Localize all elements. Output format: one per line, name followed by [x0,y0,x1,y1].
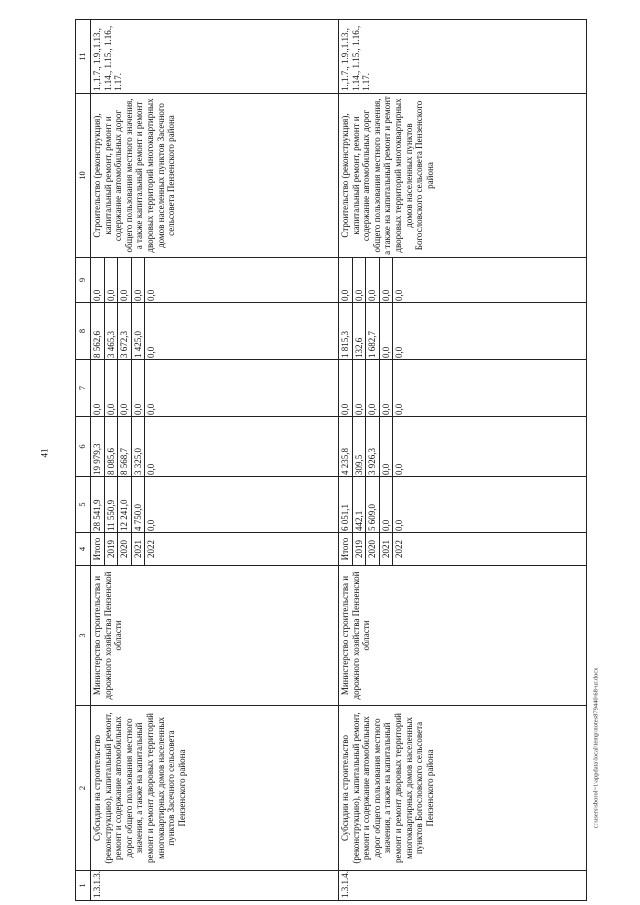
amount-value: 3 926,3 [365,417,379,476]
amount-cell-col7 [91,360,339,417]
amount-value: 4 750,0 [131,477,145,532]
amount-cell-col6 [91,417,339,477]
amount-value: 1 425,0 [131,303,145,359]
header-cell: 1 [76,871,91,901]
amount-value: 0,0 [131,258,145,302]
amount-cell-col9 [91,258,339,303]
indicator-links: 1.,1.7., 1.9.,1.13., 1.14., 1.15., 1.16., 1.17. [339,20,587,94]
year-value: Итого [340,537,350,561]
year-value: 2020 [365,533,379,565]
file-path-footer: c:\users\sborol~1\appdata\local\temp\notes879440\68-ur.docx [592,667,600,829]
amount-value: 0,0 [392,258,406,302]
amount-value: 6 051,1 [340,504,350,531]
amount-value: 1 815,3 [340,331,350,358]
amount-value: 309,5 [352,417,366,476]
years-cell [91,533,339,566]
table-row [91,20,339,901]
indicator-text: Строительство (реконструкция), капитальный ремонт, ремонт и содержание автомобильных дорог общего пользования местного значения, а также на капитальный ремонт и ремонт дворовых территорий многоквартирных домов населенных пунктов Богословского сельсовета Пензенского района [339,94,587,258]
amount-cell-col8 [91,303,339,360]
year-value: Итого [92,537,102,561]
rotated-table-container [75,20,590,901]
amount-cell-col6 [339,417,587,477]
header-cell: 9 [76,258,91,303]
amount-value: 0,0 [104,258,118,302]
executor: Министерство строительства и дорожного хозяйства Пензенской области [91,566,339,706]
amount-cell-col8 [339,303,587,360]
amount-value: 0,0 [144,303,158,359]
header-cell: 10 [76,94,91,258]
amount-value: 0,0 [392,477,406,532]
row-number: 1.3.1.3. [91,871,339,901]
header-cell: 7 [76,360,91,417]
amount-value: 442,1 [352,477,366,532]
amount-value: 8 568,7 [117,417,131,476]
amount-value: 0,0 [92,403,102,415]
amount-value: 0,0 [104,360,118,416]
program-table [75,19,587,901]
row-number: 1.3.1.4. [339,871,587,901]
amount-value: 28 541,9 [92,499,102,531]
amount-value: 0,0 [340,403,350,415]
amount-value: 5 609,0 [365,477,379,532]
amount-value: 0,0 [117,258,131,302]
year-value: 2020 [117,533,131,565]
activity-name: Субсидии на строительство (реконструкцию), капитальный ремонт, ремонт и содержание автомобильных дорог общего пользования местного значения, а также на капитальный ремонт и ремонт дворовых территорий многоквартирных домов населенных пунктов Богословского сельсовета Пензенского района [339,706,587,871]
amount-value: 0,0 [379,417,393,476]
amount-value: 19 979,3 [92,443,102,475]
amount-value: 12 241,0 [117,477,131,532]
amount-cell-col7 [339,360,587,417]
amount-value: 8 085,6 [104,417,118,476]
header-row [76,20,91,901]
page-number: 41 [39,448,50,458]
years-cell [339,533,587,566]
amount-value: 11 550,9 [104,477,118,532]
amount-value: 0,0 [379,303,393,359]
amount-value: 0,0 [144,360,158,416]
amount-cell-col5 [339,477,587,533]
year-value: 2021 [379,533,393,565]
amount-value: 0,0 [340,289,350,301]
amount-value: 0,0 [365,258,379,302]
amount-value: 0,0 [379,477,393,532]
header-cell: 8 [76,303,91,360]
amount-value: 0,0 [392,303,406,359]
amount-value: 0,0 [117,360,131,416]
table-row [339,20,587,901]
header-cell: 4 [76,533,91,566]
year-value: 2019 [352,533,366,565]
amount-value: 0,0 [392,360,406,416]
amount-value: 0,0 [131,360,145,416]
amount-value: 0,0 [352,258,366,302]
year-value: 2019 [104,533,118,565]
header-cell: 11 [76,20,91,94]
amount-value: 8 562,6 [92,331,102,358]
amount-cell-col5 [91,477,339,533]
header-cell: 3 [76,566,91,706]
amount-value: 0,0 [392,417,406,476]
amount-value: 0,0 [144,258,158,302]
year-value: 2021 [131,533,145,565]
amount-value: 0,0 [352,360,366,416]
year-value: 2022 [392,533,406,565]
amount-value: 0,0 [365,360,379,416]
activity-name: Субсидии на строительство (реконструкцию), капитальный ремонт, ремонт и содержание автомобильных дорог общего пользования местного значения, а также на капитальный ремонт и ремонт дворовых территорий многоквартирных домов населенных пунктов Засечного сельсовета Пензенского района [91,706,339,871]
amount-value: 132,6 [352,303,366,359]
amount-value: 4 235,8 [340,448,350,475]
amount-value: 0,0 [92,289,102,301]
amount-value: 1 682,7 [365,303,379,359]
amount-value: 3 672,3 [117,303,131,359]
indicator-links: 1.,1.7., 1.9.,1.13., 1.14., 1.15., 1.16., 1.17. [91,20,339,94]
amount-value: 0,0 [144,417,158,476]
header-cell: 6 [76,417,91,477]
amount-cell-col9 [339,258,587,303]
executor: Министерство строительства и дорожного хозяйства Пензенской области [339,566,587,706]
amount-value: 3 465,3 [104,303,118,359]
amount-value: 0,0 [379,360,393,416]
indicator-text: Строительство (реконструкция), капитальный ремонт, ремонт и содержание автомобильных дорог общего пользования местного значения, а также капитальный ремонт и ремонт дворовых территорий многоквартирных домов населенных пунктов Засечного сельсовета Пензенского района [91,94,339,258]
header-cell: 5 [76,477,91,533]
year-value: 2022 [144,533,158,565]
amount-value: 0,0 [379,258,393,302]
amount-value: 3 325,0 [131,417,145,476]
amount-value: 0,0 [144,477,158,532]
header-cell: 2 [76,706,91,871]
